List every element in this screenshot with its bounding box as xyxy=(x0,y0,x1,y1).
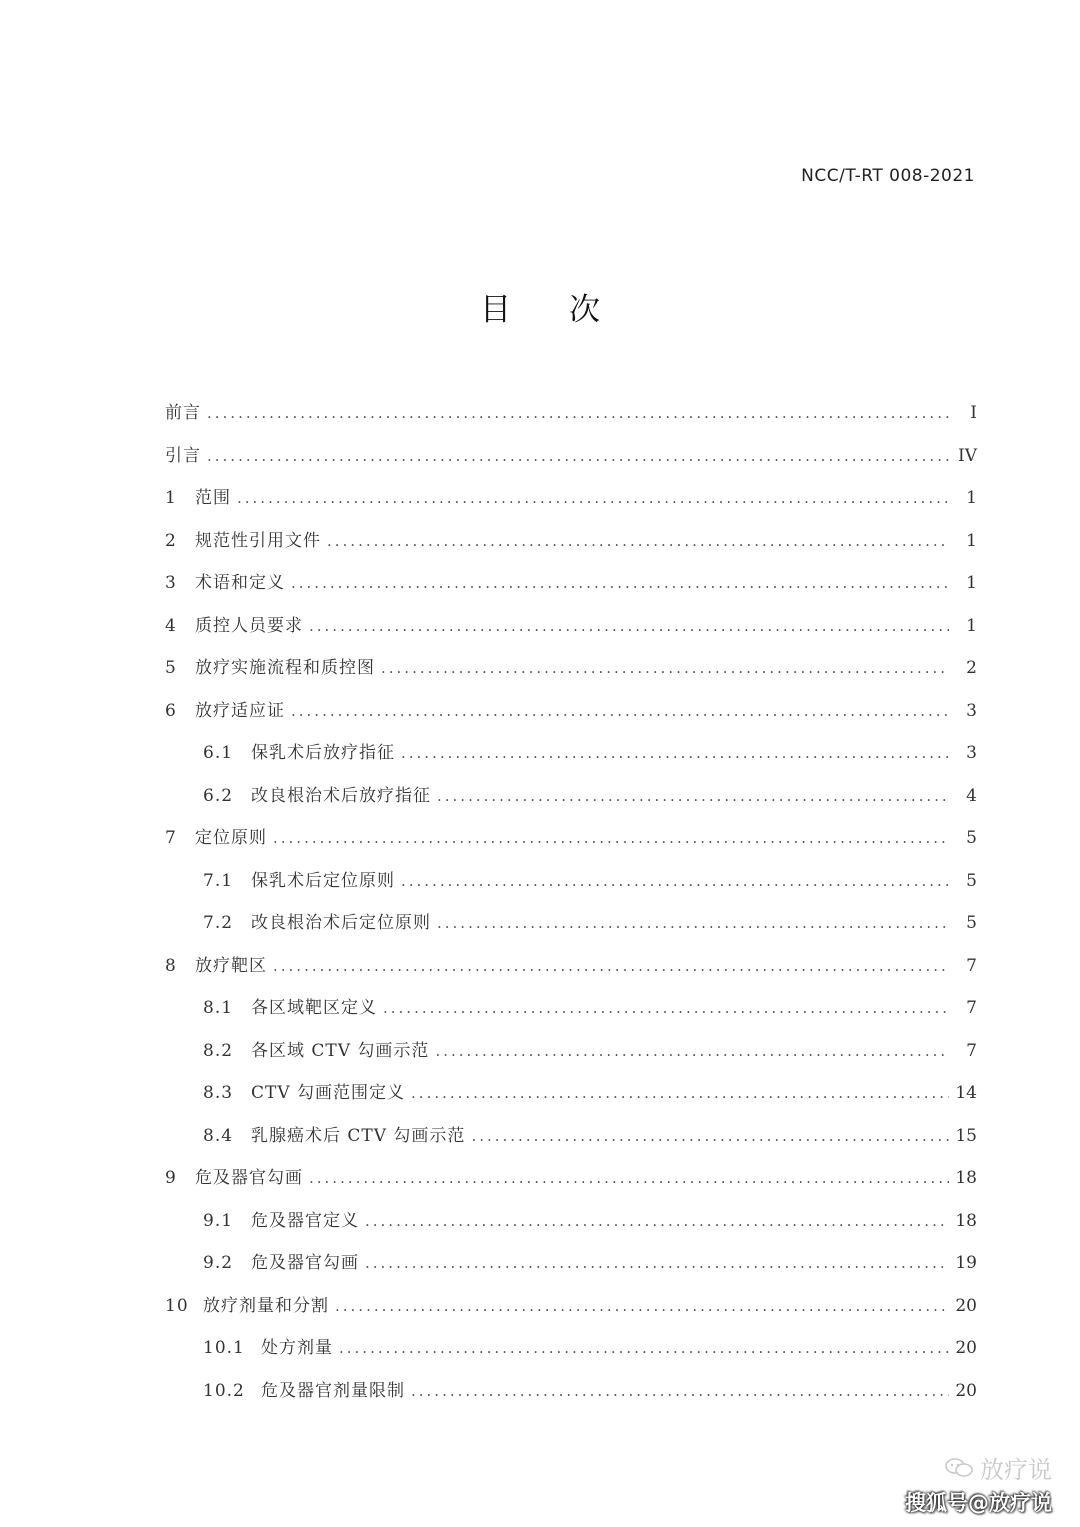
toc-leader-dots xyxy=(435,1042,949,1060)
toc-page-number: 19 xyxy=(955,1253,977,1273)
toc-entry-text: 定位原则 xyxy=(195,828,267,848)
toc-entry-text: 范围 xyxy=(195,488,231,508)
toc-entry-number: 10.1 xyxy=(203,1338,245,1358)
toc-page-number: 20 xyxy=(955,1380,977,1401)
toc-page-number: 5 xyxy=(966,913,977,933)
toc-entry-text: 危及器官勾画 xyxy=(195,1168,303,1188)
toc-leader-dots xyxy=(327,532,949,550)
toc-leader-dots xyxy=(411,1382,949,1400)
watermark xyxy=(905,1450,1052,1517)
toc-leader-dots xyxy=(365,1212,949,1230)
toc-entry-text: CTV 勾画范围定义 xyxy=(251,1083,406,1103)
toc-page-number: 18 xyxy=(955,1168,977,1188)
watermark-account-name: 放疗说 xyxy=(980,1456,1052,1484)
toc-entry-introduction[interactable] xyxy=(165,441,977,484)
toc-leader-dots xyxy=(401,872,949,890)
toc-entry-number: 7.2 xyxy=(203,913,234,933)
toc-entry-number: 7.1 xyxy=(203,870,234,891)
toc-entry-number: 1 xyxy=(165,488,177,508)
toc-page-number: 20 xyxy=(955,1338,977,1358)
toc-entry-8-3[interactable] xyxy=(165,1078,977,1121)
toc-page-number: 5 xyxy=(966,870,977,891)
toc-entry-8-4[interactable] xyxy=(165,1121,977,1164)
chat-bubble-icon xyxy=(944,1456,974,1480)
toc-leader-dots xyxy=(437,914,949,932)
toc-entry-number: 9.2 xyxy=(203,1253,234,1273)
toc-entry-number: 6.2 xyxy=(203,785,234,806)
toc-leader-dots xyxy=(437,787,949,805)
toc-entry-text: 保乳术后定位原则 xyxy=(251,870,395,891)
toc-page-number: IV xyxy=(958,445,977,466)
toc-entry-text: 质控人员要求 xyxy=(195,615,303,636)
page-title: 目次 xyxy=(480,292,658,328)
toc-page-number: 7 xyxy=(966,998,977,1018)
toc-page-number: 1 xyxy=(966,615,977,636)
toc-entry-4[interactable] xyxy=(165,611,977,654)
toc-page-number: 1 xyxy=(966,573,977,593)
toc-entry-10[interactable] xyxy=(165,1291,977,1334)
toc-leader-dots xyxy=(273,829,949,847)
toc-entry-text: 改良根治术后放疗指征 xyxy=(251,785,431,806)
toc-page-number: 7 xyxy=(966,1040,977,1061)
toc-entry-number: 6.1 xyxy=(203,743,234,763)
toc-page-number: 3 xyxy=(966,700,977,721)
toc-page-number: 18 xyxy=(955,1210,977,1231)
toc-entry-number: 7 xyxy=(165,828,177,848)
toc-entry-number: 6 xyxy=(165,700,177,721)
toc-entry-text: 放疗剂量和分割 xyxy=(203,1295,329,1316)
toc-entry-text: 放疗适应证 xyxy=(195,700,285,721)
toc-entry-number: 8 xyxy=(165,955,177,976)
toc-entry-number: 8.4 xyxy=(203,1125,234,1146)
toc-entry-7[interactable] xyxy=(165,823,977,866)
toc-entry-text: 处方剂量 xyxy=(261,1338,333,1358)
toc-entry-5[interactable] xyxy=(165,653,977,696)
toc-entry-6-2[interactable] xyxy=(165,781,977,824)
toc-entry-number: 9.1 xyxy=(203,1210,234,1231)
toc-entry-number: 2 xyxy=(165,530,177,551)
toc-entry-text: 前言 xyxy=(165,403,201,423)
toc-entry-6[interactable] xyxy=(165,696,977,739)
toc-page-number: 4 xyxy=(966,785,977,806)
toc-leader-dots xyxy=(207,404,949,422)
toc-entry-9[interactable] xyxy=(165,1163,977,1206)
document-code: NCC/T-RT 008-2021 xyxy=(801,166,975,186)
toc-entry-text: 保乳术后放疗指征 xyxy=(251,743,395,763)
toc-entry-number: 8.1 xyxy=(203,998,234,1018)
toc-entry-10-1[interactable] xyxy=(165,1333,977,1376)
toc-entry-3[interactable] xyxy=(165,568,977,611)
toc-entry-6-1[interactable] xyxy=(165,738,977,781)
toc-leader-dots xyxy=(237,489,949,507)
toc-entry-number: 3 xyxy=(165,573,177,593)
watermark-source: 搜狐号@放疗说 xyxy=(905,1491,1052,1515)
toc-entry-2[interactable] xyxy=(165,526,977,569)
toc-leader-dots xyxy=(471,1127,949,1145)
toc-leader-dots xyxy=(383,999,949,1017)
toc-page-number: 2 xyxy=(966,658,977,678)
toc-page-number: 15 xyxy=(955,1125,977,1146)
toc-entry-8[interactable] xyxy=(165,951,977,994)
toc-leader-dots xyxy=(339,1339,949,1357)
toc-page-number: 1 xyxy=(966,530,977,551)
toc-page-number: I xyxy=(970,403,977,423)
toc-leader-dots xyxy=(411,1084,949,1102)
toc-entry-number: 10.2 xyxy=(203,1380,245,1401)
toc-entry-number: 5 xyxy=(165,658,177,678)
toc-page-number: 7 xyxy=(966,955,977,976)
toc-entry-number: 8.2 xyxy=(203,1040,234,1061)
toc-page-number: 20 xyxy=(955,1295,977,1316)
toc-entry-8-2[interactable] xyxy=(165,1036,977,1079)
toc-page-number: 5 xyxy=(966,828,977,848)
toc-entry-number: 10 xyxy=(165,1295,189,1316)
toc-entry-text: 危及器官剂量限制 xyxy=(261,1380,405,1401)
toc-leader-dots xyxy=(273,957,949,975)
toc-entry-text: 各区域 CTV 勾画示范 xyxy=(251,1040,430,1061)
toc-entry-foreword[interactable] xyxy=(165,398,977,441)
toc-leader-dots xyxy=(401,744,949,762)
toc-leader-dots xyxy=(291,702,949,720)
toc-entry-text: 改良根治术后定位原则 xyxy=(251,913,431,933)
toc-entry-text: 放疗实施流程和质控图 xyxy=(195,658,375,678)
toc-entry-9-2[interactable] xyxy=(165,1248,977,1291)
toc-leader-dots xyxy=(207,447,949,465)
toc-entry-text: 引言 xyxy=(165,445,201,466)
toc-entry-9-1[interactable] xyxy=(165,1206,977,1249)
toc-entry-text: 危及器官定义 xyxy=(251,1210,359,1231)
toc-entry-text: 术语和定义 xyxy=(195,573,285,593)
toc-leader-dots xyxy=(291,574,949,592)
toc-entry-text: 危及器官勾画 xyxy=(251,1253,359,1273)
watermark-account xyxy=(905,1450,1052,1485)
toc-entry-1[interactable] xyxy=(165,483,977,526)
toc-entry-text: 放疗靶区 xyxy=(195,955,267,976)
toc-entry-text: 规范性引用文件 xyxy=(195,530,321,551)
toc-leader-dots xyxy=(309,1169,949,1187)
toc-entry-number: 4 xyxy=(165,615,177,636)
toc-entry-number: 8.3 xyxy=(203,1083,234,1103)
toc-entry-number: 9 xyxy=(165,1168,177,1188)
table-of-contents xyxy=(165,398,977,1418)
toc-entry-10-2[interactable] xyxy=(165,1376,977,1419)
toc-page-number: 1 xyxy=(966,488,977,508)
toc-page-number: 14 xyxy=(955,1083,977,1103)
toc-entry-text: 各区域靶区定义 xyxy=(251,998,377,1018)
toc-leader-dots xyxy=(381,659,949,677)
toc-entry-7-1[interactable] xyxy=(165,866,977,909)
toc-leader-dots xyxy=(335,1297,949,1315)
toc-leader-dots xyxy=(309,617,949,635)
toc-entry-text: 乳腺癌术后 CTV 勾画示范 xyxy=(251,1125,466,1146)
toc-entry-8-1[interactable] xyxy=(165,993,977,1036)
toc-entry-7-2[interactable] xyxy=(165,908,977,951)
toc-page-number: 3 xyxy=(966,743,977,763)
toc-leader-dots xyxy=(365,1254,949,1272)
